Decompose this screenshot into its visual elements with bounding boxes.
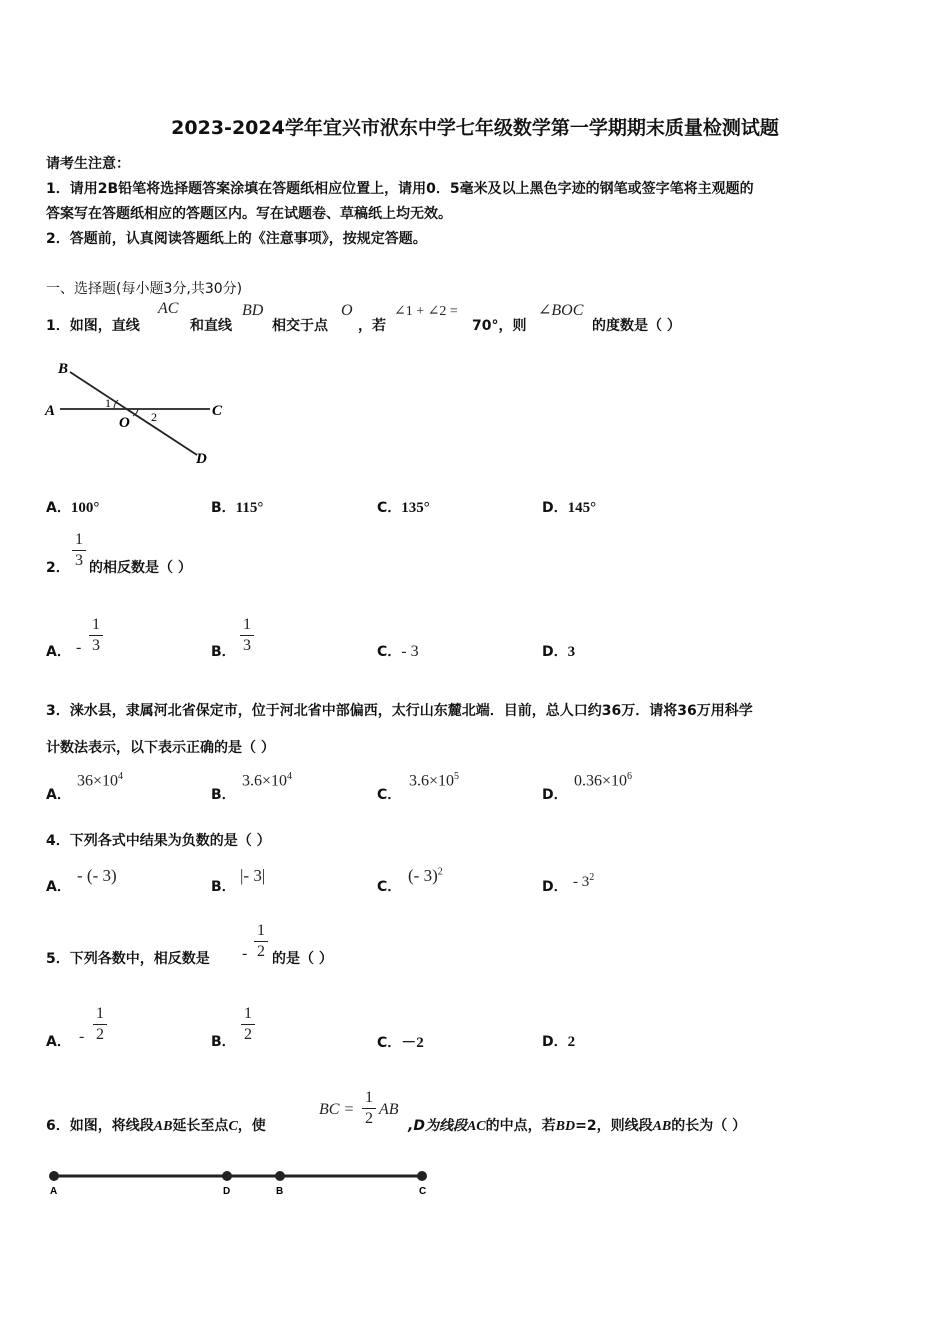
q1-math-o: O — [341, 302, 353, 319]
q6-text-7: 的长为（ ） — [671, 1118, 747, 1134]
q5-option-a-fraction — [93, 1005, 107, 1044]
q1-text-3: 相交于点 — [272, 318, 328, 334]
value-base: 3.6×10 — [409, 772, 455, 790]
option-label: D． — [542, 644, 568, 660]
q6-math-bc: BC = — [319, 1101, 355, 1118]
fraction-denominator: 3 — [75, 552, 83, 569]
q1-figure-intersecting-lines — [42, 355, 242, 470]
value-exponent: 4 — [287, 771, 293, 782]
q3-option-b-label[interactable]: B． — [211, 787, 236, 803]
fraction-bar — [254, 941, 268, 942]
q3-option-d-label[interactable]: D． — [542, 787, 568, 803]
option-label: C． — [377, 644, 402, 660]
q2-option-a[interactable] — [46, 641, 71, 661]
q6-segment-bd: BD — [555, 1119, 576, 1134]
q5-text-1: 5．下列各数中，相反数是 — [46, 951, 210, 967]
label-c: C — [212, 403, 223, 419]
q4-option-d-label[interactable]: D． — [542, 879, 568, 895]
q5-text-2: 的是（ ） — [272, 951, 333, 967]
fraction-bar — [241, 1024, 255, 1025]
value-exponent: 2 — [437, 866, 443, 878]
option-value: 145° — [567, 500, 597, 516]
fraction-numerator: 1 — [96, 1005, 104, 1022]
option-label: A． — [46, 500, 71, 516]
q4-option-b-value: |- 3| — [240, 866, 266, 885]
q2-text: 的相反数是（ ） — [89, 560, 192, 576]
q3-option-c-value — [409, 771, 459, 790]
line-bd — [70, 372, 197, 455]
option-label: B． — [211, 500, 236, 516]
option-label: A． — [46, 1034, 71, 1050]
q4-option-c-label[interactable]: C． — [377, 879, 402, 895]
q6-text-1: 6．如图，将线段 — [46, 1118, 154, 1134]
q1-option-b[interactable] — [211, 497, 263, 517]
fraction-bar — [93, 1024, 107, 1025]
q4-option-c-value — [408, 866, 443, 886]
q2-option-a-sign: - — [76, 639, 82, 656]
q1-math-angles: ∠1 + ∠2 = — [394, 304, 458, 319]
option-value: 3 — [567, 644, 576, 660]
q2-number: 2． — [46, 560, 70, 576]
page-title: 2023-2024学年宜兴市洑东中学七年级数学第一学期期末质量检测试题 — [171, 117, 779, 139]
q1-text-4: ，若 — [358, 318, 386, 334]
option-label: D． — [542, 1034, 568, 1050]
q2-option-b-fraction — [240, 616, 254, 655]
fraction-numerator: 1 — [92, 616, 100, 633]
q3-option-a-label[interactable]: A． — [46, 787, 71, 803]
notice-heading: 请考生注意： — [46, 156, 130, 172]
option-value: - 3 — [401, 643, 419, 660]
option-label: C． — [377, 500, 402, 516]
fraction-numerator: 1 — [257, 922, 265, 939]
q6-point-c: C — [228, 1119, 238, 1134]
q2-option-a-fraction — [89, 616, 103, 655]
q4-option-d-value — [573, 872, 594, 891]
q6-line — [46, 1115, 266, 1135]
fraction-denominator: 3 — [92, 637, 100, 654]
point-d-label: D — [223, 1186, 231, 1197]
notice-item-2: 2．答题前，认真阅读答题纸上的《注意事项》，按规定答题。 — [46, 231, 427, 247]
q6-text-6: =2，则线段 — [575, 1118, 653, 1134]
fraction-denominator: 2 — [244, 1026, 252, 1043]
option-label: C． — [377, 1035, 402, 1051]
value-base: 36×10 — [77, 772, 119, 790]
q5-option-d[interactable] — [542, 1031, 575, 1051]
option-label: B． — [211, 644, 236, 660]
point-d-dot — [222, 1171, 232, 1181]
q3-text-line-2: 计数法表示，以下表示正确的是（ ） — [46, 740, 275, 756]
q6-text-2: 延长至点 — [172, 1118, 229, 1134]
q2-fraction — [72, 531, 86, 570]
q1-text-2: 和直线 — [190, 318, 232, 334]
q6-math-ab: AB — [379, 1101, 399, 1118]
q1-option-d[interactable] — [542, 497, 596, 517]
q5-sign: - — [242, 945, 248, 962]
q6-text-3: ，使 — [237, 1118, 266, 1134]
point-b-label: B — [276, 1186, 284, 1197]
q2-option-d[interactable] — [542, 641, 575, 661]
label-o: O — [119, 415, 130, 431]
fraction-denominator: 2 — [365, 1110, 373, 1127]
fraction-numerator: 1 — [75, 531, 83, 548]
q3-text-line-1: 3．涞水县，隶属河北省保定市，位于河北省中部偏西，太行山东麓北端．目前，总人口约36万．请将36万用科学 — [46, 703, 753, 719]
q6-segment-ab-2: AB — [652, 1119, 672, 1134]
option-value: 135° — [401, 500, 430, 516]
q3-option-a-value — [77, 771, 123, 790]
value-base: 3.6×10 — [242, 772, 288, 790]
q3-option-b-value — [242, 771, 292, 790]
value-exponent: 5 — [454, 771, 460, 782]
point-b-dot — [275, 1171, 285, 1181]
q5-option-a-sign: - — [79, 1028, 85, 1045]
notice-item-1-line-2: 答案写在答题纸相应的答题区内。写在试题卷、草稿纸上均无效。 — [46, 206, 452, 222]
q5-option-b[interactable] — [211, 1031, 236, 1051]
fraction-numerator: 1 — [244, 1005, 252, 1022]
label-d: D — [196, 451, 207, 467]
fraction-numerator: 1 — [243, 616, 251, 633]
fraction-bar — [240, 635, 254, 636]
fraction-denominator: 2 — [96, 1026, 104, 1043]
option-label: B． — [211, 1034, 236, 1050]
fraction-denominator: 3 — [243, 637, 251, 654]
q5-option-c[interactable] — [377, 1031, 424, 1052]
fraction-bar — [362, 1108, 376, 1109]
option-label: D． — [542, 500, 568, 516]
q1-math-boc: ∠BOC — [538, 302, 584, 319]
value-exponent: 4 — [118, 771, 124, 782]
label-b: B — [58, 361, 69, 377]
label-angle-2: 2 — [151, 410, 157, 424]
q4-text: 4．下列各式中结果为负数的是（ ） — [46, 833, 271, 849]
fraction-denominator: 2 — [257, 943, 265, 960]
q6-figure-segment — [40, 1165, 440, 1205]
q1-text-6: 的度数是（ ） — [592, 318, 681, 334]
q6-text-5: 的中点，若 — [485, 1118, 556, 1134]
q1-math-bd: BD — [242, 302, 264, 319]
option-value: 2 — [567, 1034, 576, 1050]
q4-option-a-value: - (- 3) — [77, 866, 117, 885]
q3-option-d-value — [574, 771, 632, 790]
q5-option-b-fraction — [241, 1005, 255, 1044]
option-label: A． — [46, 644, 71, 660]
value-base: (- 3) — [408, 866, 438, 885]
q6-text-4: ,D为线段 — [408, 1118, 467, 1134]
fraction-bar — [72, 550, 86, 551]
q1-option-c[interactable] — [377, 497, 430, 517]
q1-math-ac: AC — [158, 300, 179, 317]
fraction-bar — [89, 635, 103, 636]
value-exponent: 2 — [589, 872, 595, 883]
value-exponent: 6 — [627, 771, 633, 782]
q2-option-b[interactable] — [211, 641, 236, 661]
notice-item-1-line-1: 1．请用2B铅笔将选择题答案涂填在答题纸相应位置上，请用0．5毫米及以上黑色字迹的钢笔或签字笔将主观题的 — [46, 181, 754, 197]
q3-option-c-label[interactable]: C． — [377, 787, 402, 803]
q2-option-c[interactable] — [377, 641, 419, 661]
section-heading: 一、选择题(每小题3分,共30分) — [46, 281, 243, 297]
point-a-label: A — [50, 1186, 58, 1197]
value-base: - 3 — [573, 874, 590, 890]
label-a: A — [45, 403, 56, 419]
option-value: －2 — [401, 1035, 424, 1051]
option-value: 100° — [70, 500, 100, 516]
point-c-label: C — [419, 1186, 427, 1197]
label-angle-1: 1 — [105, 396, 111, 410]
q4-option-b-label[interactable]: B． — [211, 879, 236, 895]
q5-fraction — [254, 922, 268, 961]
q6-line-2 — [408, 1115, 746, 1135]
fraction-numerator: 1 — [365, 1089, 373, 1106]
q1-option-a[interactable] — [46, 497, 99, 517]
q6-segment-ab: AB — [153, 1119, 173, 1134]
q1-text-5: 70°，则 — [472, 318, 527, 334]
value-base: 0.36×10 — [574, 772, 628, 790]
option-value: 115° — [235, 500, 264, 516]
point-c-dot — [417, 1171, 427, 1181]
q4-option-a-label[interactable]: A． — [46, 879, 71, 895]
q6-math-fraction — [362, 1089, 376, 1128]
point-a-dot — [49, 1171, 59, 1181]
q5-option-a[interactable] — [46, 1031, 71, 1051]
q6-segment-ac: AC — [466, 1119, 486, 1134]
q1-text-1: 1．如图，直线 — [46, 318, 140, 334]
